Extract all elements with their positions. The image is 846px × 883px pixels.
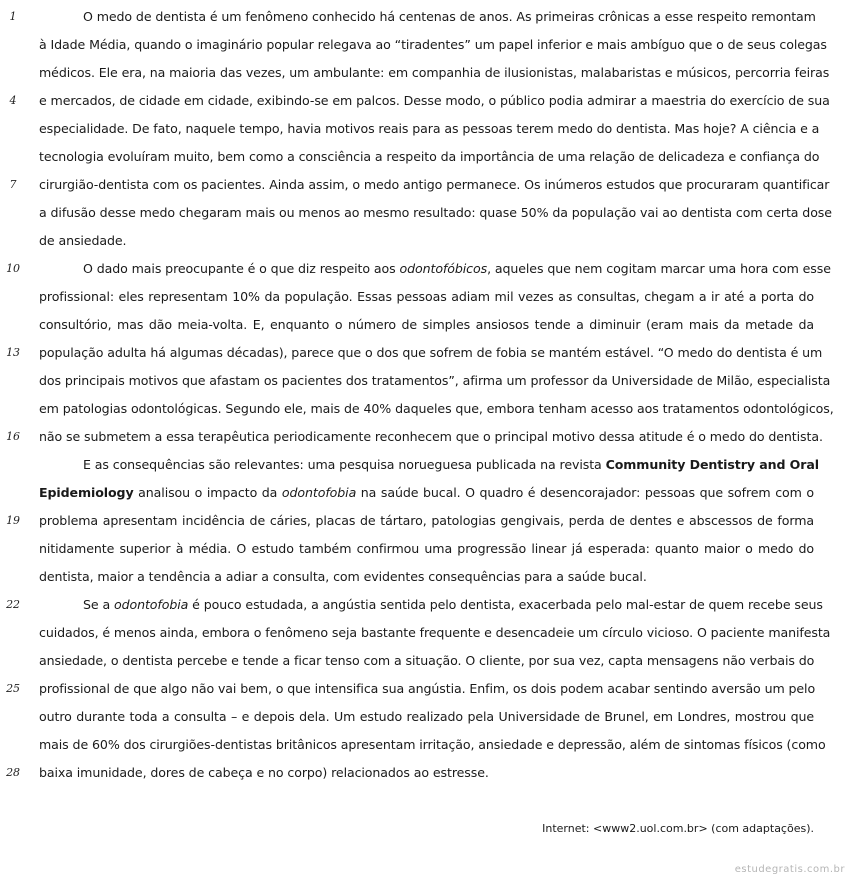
line-text: na saúde bucal. O quadro é desencorajador: pessoas que sofrem com o [356, 485, 815, 500]
line-number: 25 [6, 682, 20, 695]
text-line [9, 3, 816, 31]
line-text: profissional de que algo não vai bem, o que intensifica sua angústia. Enfim, os dois podem acabar sentindo aversão um pelo [39, 681, 816, 696]
text-line [6, 255, 831, 283]
line-text: profissional: eles representam 10% da população. Essas pessoas adiam mil vezes as consultas, chegam a ir até a porta do [39, 289, 814, 304]
text-line [6, 675, 816, 703]
text-line [39, 59, 830, 87]
line-text: de ansiedade. [39, 233, 127, 248]
italic-term: odontofobia [113, 597, 189, 612]
text-line [6, 423, 823, 451]
line-text: a difusão desse medo chegaram mais ou menos ao mesmo resultado: quase 50% da população vai ao dentista com certa dose [39, 205, 832, 220]
line-number: 10 [6, 262, 20, 275]
line-number: 22 [6, 598, 20, 611]
journal-title: Community Dentistry and Oral [605, 457, 820, 472]
text-line [39, 535, 814, 563]
italic-term: odontofóbicos [399, 261, 488, 276]
text-line [39, 563, 814, 591]
line-number: 13 [6, 346, 20, 359]
text-line [39, 143, 820, 171]
line-text: , aqueles que nem cogitam marcar uma hora com esse [487, 261, 831, 276]
line-text: cuidados, é menos ainda, embora o fenômeno seja bastante frequente e desencadeie um círculo vicioso. O paciente manifesta [39, 625, 831, 640]
line-text: ansiedade, o dentista percebe e tende a ficar tenso com a situação. O cliente, por sua vez, capta mensagens não verbais do [39, 653, 815, 668]
text-line [6, 339, 823, 367]
line-number: 19 [6, 514, 20, 527]
text-line [39, 479, 814, 507]
text-line [39, 199, 832, 227]
line-text: problema apresentam incidência de cáries, placas de tártaro, patologias gengivais, perda de dentes e abscessos de forma [39, 513, 814, 528]
line-text: Se a [83, 597, 114, 612]
text-line [39, 731, 826, 759]
text-line [6, 507, 814, 535]
text-line [39, 311, 814, 339]
line-text: tecnologia evoluíram muito, bem como a consciência a respeito da importância de uma relação de delicadeza e confiança do [39, 149, 820, 164]
line-number: 4 [9, 94, 17, 107]
text-line [6, 591, 823, 619]
line-text: é pouco estudada, a angústia sentida pelo dentista, exacerbada pelo mal-estar de quem recebe seus [188, 597, 823, 612]
text-line [39, 367, 831, 395]
article-body [6, 3, 834, 787]
text-line [39, 395, 834, 423]
line-text: médicos. Ele era, na maioria das vezes, um ambulante: em companhia de ilusionistas, malabaristas e músicos, percorria feiras [39, 65, 830, 80]
line-text: outro durante toda a consulta – e depois dela. Um estudo realizado pela Universidade de Brunel, em Londres, mostrou que [39, 709, 814, 724]
line-text: dentista, maior a tendência a adiar a consulta, com evidentes consequências para a saúde bucal. [39, 569, 647, 584]
line-text: à Idade Média, quando o imaginário popular relegava ao “tiradentes” um papel inferior e mais ambíguo que o de seus colegas [39, 37, 827, 52]
text-line [39, 115, 820, 143]
line-text: e mercados, de cidade em cidade, exibindo-se em palcos. Desse modo, o público podia admirar a maestria do exercício de sua [39, 93, 830, 108]
line-number: 1 [9, 10, 17, 23]
line-text: consultório, mas dão meia-volta. E, enquanto o número de simples ansiosos tende a diminuir (eram mais da metade da [39, 317, 814, 332]
line-text: não se submetem a essa terapêutica periodicamente reconhecem que o principal motivo dessa atitude é o medo do dentista. [39, 429, 823, 444]
text-line [39, 619, 831, 647]
line-number: 7 [9, 178, 17, 191]
line-text: O medo de dentista é um fenômeno conhecido há centenas de anos. As primeiras crônicas a esse respeito remontam [83, 9, 816, 24]
line-number: 16 [6, 430, 20, 443]
text-line [39, 227, 814, 255]
line-text: especialidade. De fato, naquele tempo, havia motivos reais para as pessoas terem medo do dentista. Mas hoje? A ciência e a [39, 121, 820, 136]
line-text: E as consequências são relevantes: uma pesquisa norueguesa publicada na revista [83, 457, 606, 472]
journal-title: Epidemiology [39, 485, 134, 500]
line-text: em patologias odontológicas. Segundo ele, mais de 40% daqueles que, embora tenham acesso aos tratamentos odontológicos, [39, 401, 834, 416]
line-text: nitidamente superior à média. O estudo também confirmou uma progressão linear já esperada: quanto maior o medo do [39, 541, 814, 556]
text-line [39, 647, 814, 675]
line-text: cirurgião-dentista com os pacientes. Ainda assim, o medo antigo permanece. Os inúmeros estudos que procuraram quantificar [39, 177, 830, 192]
italic-term: odontofobia [281, 485, 357, 500]
line-number: 28 [6, 766, 20, 779]
line-text: dos principais motivos que afastam os pacientes dos tratamentos”, afirma um professor da Universidade de Milão, especialista [39, 373, 831, 388]
text-line [9, 171, 830, 199]
text-line [9, 87, 830, 115]
text-line [6, 759, 814, 787]
line-text: baixa imunidade, dores de cabeça e no corpo) relacionados ao estresse. [39, 765, 489, 780]
text-line [39, 703, 814, 731]
line-text: O dado mais preocupante é o que diz respeito aos [83, 261, 400, 276]
watermark: estudegratis.com.br [734, 864, 845, 875]
text-line [39, 283, 814, 311]
line-text: mais de 60% dos cirurgiões-dentistas britânicos apresentam irritação, ansiedade e depressão, além de sintomas físicos (como [39, 737, 826, 752]
text-line [39, 31, 827, 59]
text-line [39, 451, 820, 479]
source-citation: Internet: <www2.uol.com.br> (com adaptações). [542, 822, 814, 835]
line-text: população adulta há algumas décadas), parece que o dos que sofrem de fobia se mantém estável. “O medo do dentista é um [39, 345, 823, 360]
line-text: analisou o impacto da [133, 485, 282, 500]
